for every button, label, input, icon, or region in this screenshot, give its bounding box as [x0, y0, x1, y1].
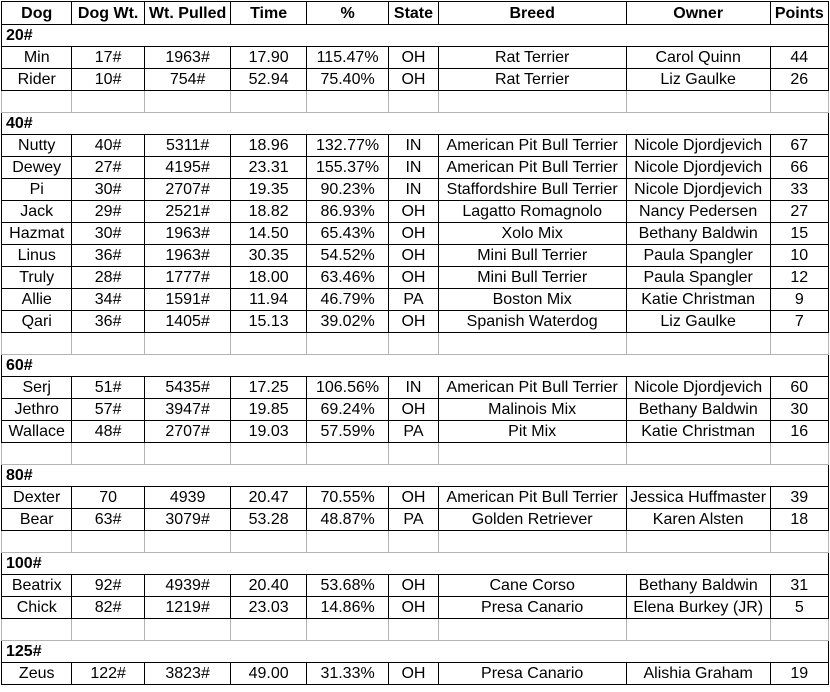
- header-breed: Breed: [438, 2, 626, 25]
- empty-cell: [2, 443, 72, 465]
- percent-cell: 155.37%: [306, 157, 388, 179]
- breed-cell: Staffordshire Bull Terrier: [438, 179, 626, 201]
- time-cell: 52.94: [231, 69, 306, 91]
- weight-pulled-cell: 1777#: [144, 267, 231, 289]
- time-cell: 17.25: [231, 377, 306, 399]
- time-cell: 53.28: [231, 509, 306, 531]
- owner-cell: Nancy Pedersen: [626, 201, 770, 223]
- state-cell: IN: [389, 179, 438, 201]
- time-cell: 20.47: [231, 487, 306, 509]
- breed-cell: Golden Retriever: [438, 509, 626, 531]
- empty-cell: [72, 91, 144, 113]
- empty-cell: [626, 619, 770, 641]
- table-row: [2, 179, 829, 201]
- state-cell: OH: [389, 663, 438, 685]
- state-cell: PA: [389, 289, 438, 311]
- percent-cell: 31.33%: [306, 663, 388, 685]
- points-cell: 16: [770, 421, 828, 443]
- header-dog: Dog: [2, 2, 72, 25]
- weight-class-label: 60#: [2, 355, 829, 377]
- points-cell: 31: [770, 575, 828, 597]
- owner-cell: Katie Christman: [626, 289, 770, 311]
- spacer-row: [2, 91, 829, 113]
- percent-cell: 54.52%: [306, 245, 388, 267]
- time-cell: 15.13: [231, 311, 306, 333]
- dog-name-cell: Beatrix: [2, 575, 72, 597]
- state-cell: PA: [389, 421, 438, 443]
- percent-cell: 75.40%: [306, 69, 388, 91]
- empty-cell: [438, 91, 626, 113]
- weight-pulled-cell: 1405#: [144, 311, 231, 333]
- group-header-row: [2, 553, 829, 575]
- owner-cell: Nicole Djordjevich: [626, 377, 770, 399]
- empty-cell: [231, 333, 306, 355]
- time-cell: 18.82: [231, 201, 306, 223]
- dog-name-cell: Nutty: [2, 135, 72, 157]
- owner-cell: Alishia Graham: [626, 663, 770, 685]
- dog-name-cell: Qari: [2, 311, 72, 333]
- dog-weight-cell: 40#: [72, 135, 144, 157]
- breed-cell: American Pit Bull Terrier: [438, 135, 626, 157]
- owner-cell: Liz Gaulke: [626, 69, 770, 91]
- percent-cell: 46.79%: [306, 289, 388, 311]
- empty-cell: [770, 91, 828, 113]
- header-owner: Owner: [626, 2, 770, 25]
- owner-cell: Nicole Djordjevich: [626, 135, 770, 157]
- time-cell: 49.00: [231, 663, 306, 685]
- state-cell: OH: [389, 267, 438, 289]
- percent-cell: 53.68%: [306, 575, 388, 597]
- points-cell: 18: [770, 509, 828, 531]
- owner-cell: Karen Alsten: [626, 509, 770, 531]
- results-table: [1, 1, 829, 685]
- spacer-row: [2, 531, 829, 553]
- time-cell: 14.50: [231, 223, 306, 245]
- time-cell: 11.94: [231, 289, 306, 311]
- dog-weight-cell: 27#: [72, 157, 144, 179]
- breed-cell: Cane Corso: [438, 575, 626, 597]
- weight-pulled-cell: 1219#: [144, 597, 231, 619]
- weight-pulled-cell: 2707#: [144, 179, 231, 201]
- table-row: [2, 377, 829, 399]
- weight-pulled-cell: 5435#: [144, 377, 231, 399]
- weight-pulled-cell: 1963#: [144, 47, 231, 69]
- empty-cell: [770, 619, 828, 641]
- state-cell: OH: [389, 245, 438, 267]
- points-cell: 12: [770, 267, 828, 289]
- points-cell: 26: [770, 69, 828, 91]
- dog-weight-cell: 36#: [72, 311, 144, 333]
- points-cell: 39: [770, 487, 828, 509]
- empty-cell: [72, 443, 144, 465]
- weight-pulled-cell: 3947#: [144, 399, 231, 421]
- empty-cell: [144, 91, 231, 113]
- spacer-row: [2, 619, 829, 641]
- points-cell: 9: [770, 289, 828, 311]
- breed-cell: American Pit Bull Terrier: [438, 487, 626, 509]
- empty-cell: [389, 333, 438, 355]
- dog-name-cell: Min: [2, 47, 72, 69]
- empty-cell: [770, 333, 828, 355]
- group-header-row: [2, 113, 829, 135]
- header-time: Time: [231, 2, 306, 25]
- percent-cell: 70.55%: [306, 487, 388, 509]
- empty-cell: [389, 91, 438, 113]
- time-cell: 23.31: [231, 157, 306, 179]
- percent-cell: 86.93%: [306, 201, 388, 223]
- time-cell: 17.90: [231, 47, 306, 69]
- empty-cell: [438, 531, 626, 553]
- dog-name-cell: Hazmat: [2, 223, 72, 245]
- breed-cell: Rat Terrier: [438, 69, 626, 91]
- points-cell: 33: [770, 179, 828, 201]
- empty-cell: [306, 443, 388, 465]
- time-cell: 30.35: [231, 245, 306, 267]
- percent-cell: 90.23%: [306, 179, 388, 201]
- header-state: State: [389, 2, 438, 25]
- empty-cell: [438, 619, 626, 641]
- empty-cell: [231, 619, 306, 641]
- points-cell: 15: [770, 223, 828, 245]
- percent-cell: 57.59%: [306, 421, 388, 443]
- table-row: [2, 47, 829, 69]
- breed-cell: Pit Mix: [438, 421, 626, 443]
- empty-cell: [626, 333, 770, 355]
- breed-cell: Presa Canario: [438, 663, 626, 685]
- owner-cell: Paula Spangler: [626, 267, 770, 289]
- dog-weight-cell: 30#: [72, 223, 144, 245]
- percent-cell: 106.56%: [306, 377, 388, 399]
- header-percent: %: [306, 2, 388, 25]
- dog-name-cell: Allie: [2, 289, 72, 311]
- table-row: [2, 575, 829, 597]
- weight-pulled-cell: 1963#: [144, 245, 231, 267]
- spacer-row: [2, 333, 829, 355]
- breed-cell: Boston Mix: [438, 289, 626, 311]
- header-dog-weight: Dog Wt.: [72, 2, 144, 25]
- dog-weight-cell: 92#: [72, 575, 144, 597]
- points-cell: 60: [770, 377, 828, 399]
- dog-name-cell: Wallace: [2, 421, 72, 443]
- state-cell: OH: [389, 69, 438, 91]
- state-cell: OH: [389, 597, 438, 619]
- state-cell: OH: [389, 311, 438, 333]
- weight-class-label: 100#: [2, 553, 829, 575]
- dog-name-cell: Rider: [2, 69, 72, 91]
- empty-cell: [626, 531, 770, 553]
- empty-cell: [306, 619, 388, 641]
- state-cell: PA: [389, 509, 438, 531]
- empty-cell: [231, 91, 306, 113]
- weight-pulled-cell: 3079#: [144, 509, 231, 531]
- spacer-row: [2, 443, 829, 465]
- points-cell: 30: [770, 399, 828, 421]
- state-cell: OH: [389, 487, 438, 509]
- weight-pulled-cell: 1963#: [144, 223, 231, 245]
- dog-weight-cell: 10#: [72, 69, 144, 91]
- dog-name-cell: Dewey: [2, 157, 72, 179]
- empty-cell: [389, 531, 438, 553]
- empty-cell: [144, 443, 231, 465]
- empty-cell: [438, 443, 626, 465]
- breed-cell: Presa Canario: [438, 597, 626, 619]
- empty-cell: [2, 333, 72, 355]
- empty-cell: [306, 91, 388, 113]
- header-weight-pulled: Wt. Pulled: [144, 2, 231, 25]
- table-row: [2, 311, 829, 333]
- empty-cell: [72, 333, 144, 355]
- empty-cell: [626, 91, 770, 113]
- table-row: [2, 663, 829, 685]
- dog-name-cell: Linus: [2, 245, 72, 267]
- breed-cell: Lagatto Romagnolo: [438, 201, 626, 223]
- owner-cell: Paula Spangler: [626, 245, 770, 267]
- dog-name-cell: Bear: [2, 509, 72, 531]
- weight-pulled-cell: 754#: [144, 69, 231, 91]
- dog-name-cell: Dexter: [2, 487, 72, 509]
- percent-cell: 63.46%: [306, 267, 388, 289]
- breed-cell: Malinois Mix: [438, 399, 626, 421]
- weight-class-label: 20#: [2, 25, 829, 47]
- owner-cell: Nicole Djordjevich: [626, 179, 770, 201]
- weight-pulled-cell: 2521#: [144, 201, 231, 223]
- empty-cell: [144, 619, 231, 641]
- state-cell: OH: [389, 47, 438, 69]
- dog-name-cell: Jack: [2, 201, 72, 223]
- state-cell: IN: [389, 135, 438, 157]
- dog-weight-cell: 51#: [72, 377, 144, 399]
- dog-weight-cell: 34#: [72, 289, 144, 311]
- weight-pulled-cell: 4939#: [144, 575, 231, 597]
- table-body: [2, 25, 829, 685]
- percent-cell: 48.87%: [306, 509, 388, 531]
- empty-cell: [2, 91, 72, 113]
- state-cell: OH: [389, 575, 438, 597]
- points-cell: 19: [770, 663, 828, 685]
- group-header-row: [2, 25, 829, 47]
- empty-cell: [770, 443, 828, 465]
- breed-cell: Xolo Mix: [438, 223, 626, 245]
- table-row: [2, 421, 829, 443]
- weight-pulled-cell: 4195#: [144, 157, 231, 179]
- empty-cell: [389, 619, 438, 641]
- table-row: [2, 201, 829, 223]
- table-row: [2, 69, 829, 91]
- time-cell: 19.03: [231, 421, 306, 443]
- table-row: [2, 245, 829, 267]
- dog-weight-cell: 82#: [72, 597, 144, 619]
- dog-name-cell: Pi: [2, 179, 72, 201]
- empty-cell: [770, 531, 828, 553]
- empty-cell: [2, 531, 72, 553]
- header-points: Points: [770, 2, 828, 25]
- percent-cell: 132.77%: [306, 135, 388, 157]
- owner-cell: Carol Quinn: [626, 47, 770, 69]
- table-row: [2, 135, 829, 157]
- percent-cell: 14.86%: [306, 597, 388, 619]
- time-cell: 18.96: [231, 135, 306, 157]
- state-cell: IN: [389, 157, 438, 179]
- dog-weight-cell: 122#: [72, 663, 144, 685]
- owner-cell: Bethany Baldwin: [626, 223, 770, 245]
- state-cell: IN: [389, 377, 438, 399]
- points-cell: 27: [770, 201, 828, 223]
- points-cell: 67: [770, 135, 828, 157]
- dog-weight-cell: 17#: [72, 47, 144, 69]
- time-cell: 18.00: [231, 267, 306, 289]
- points-cell: 66: [770, 157, 828, 179]
- dog-weight-cell: 29#: [72, 201, 144, 223]
- breed-cell: American Pit Bull Terrier: [438, 377, 626, 399]
- dog-weight-cell: 48#: [72, 421, 144, 443]
- empty-cell: [626, 443, 770, 465]
- empty-cell: [231, 531, 306, 553]
- empty-cell: [438, 333, 626, 355]
- dog-weight-cell: 28#: [72, 267, 144, 289]
- empty-cell: [306, 531, 388, 553]
- dog-weight-cell: 30#: [72, 179, 144, 201]
- table-row: [2, 399, 829, 421]
- dog-weight-cell: 36#: [72, 245, 144, 267]
- percent-cell: 39.02%: [306, 311, 388, 333]
- empty-cell: [144, 531, 231, 553]
- owner-cell: Nicole Djordjevich: [626, 157, 770, 179]
- weight-pulled-cell: 2707#: [144, 421, 231, 443]
- dog-name-cell: Zeus: [2, 663, 72, 685]
- weight-class-label: 40#: [2, 113, 829, 135]
- time-cell: 19.85: [231, 399, 306, 421]
- weight-pulled-cell: 4939: [144, 487, 231, 509]
- dog-name-cell: Truly: [2, 267, 72, 289]
- percent-cell: 69.24%: [306, 399, 388, 421]
- owner-cell: Bethany Baldwin: [626, 575, 770, 597]
- weight-pulled-cell: 1591#: [144, 289, 231, 311]
- points-cell: 5: [770, 597, 828, 619]
- owner-cell: Jessica Huffmaster: [626, 487, 770, 509]
- table-row: [2, 509, 829, 531]
- percent-cell: 115.47%: [306, 47, 388, 69]
- time-cell: 19.35: [231, 179, 306, 201]
- state-cell: OH: [389, 223, 438, 245]
- breed-cell: Mini Bull Terrier: [438, 245, 626, 267]
- percent-cell: 65.43%: [306, 223, 388, 245]
- breed-cell: Mini Bull Terrier: [438, 267, 626, 289]
- empty-cell: [231, 443, 306, 465]
- weight-class-label: 125#: [2, 641, 829, 663]
- weight-pulled-cell: 3823#: [144, 663, 231, 685]
- points-cell: 44: [770, 47, 828, 69]
- state-cell: OH: [389, 201, 438, 223]
- owner-cell: Elena Burkey (JR): [626, 597, 770, 619]
- table-row: [2, 267, 829, 289]
- empty-cell: [144, 333, 231, 355]
- table-row: [2, 487, 829, 509]
- empty-cell: [389, 443, 438, 465]
- empty-cell: [306, 333, 388, 355]
- dog-weight-cell: 57#: [72, 399, 144, 421]
- weight-class-label: 80#: [2, 465, 829, 487]
- group-header-row: [2, 465, 829, 487]
- table-row: [2, 157, 829, 179]
- breed-cell: Rat Terrier: [438, 47, 626, 69]
- empty-cell: [72, 619, 144, 641]
- dog-weight-cell: 70: [72, 487, 144, 509]
- breed-cell: American Pit Bull Terrier: [438, 157, 626, 179]
- weight-pulled-cell: 5311#: [144, 135, 231, 157]
- points-cell: 7: [770, 311, 828, 333]
- owner-cell: Bethany Baldwin: [626, 399, 770, 421]
- header-row: [2, 2, 829, 25]
- owner-cell: Liz Gaulke: [626, 311, 770, 333]
- dog-name-cell: Chick: [2, 597, 72, 619]
- time-cell: 23.03: [231, 597, 306, 619]
- group-header-row: [2, 641, 829, 663]
- points-cell: 10: [770, 245, 828, 267]
- dog-name-cell: Jethro: [2, 399, 72, 421]
- table-row: [2, 289, 829, 311]
- dog-name-cell: Serj: [2, 377, 72, 399]
- owner-cell: Katie Christman: [626, 421, 770, 443]
- empty-cell: [2, 619, 72, 641]
- state-cell: OH: [389, 399, 438, 421]
- table-row: [2, 223, 829, 245]
- group-header-row: [2, 355, 829, 377]
- time-cell: 20.40: [231, 575, 306, 597]
- breed-cell: Spanish Waterdog: [438, 311, 626, 333]
- table-row: [2, 597, 829, 619]
- empty-cell: [72, 531, 144, 553]
- dog-weight-cell: 63#: [72, 509, 144, 531]
